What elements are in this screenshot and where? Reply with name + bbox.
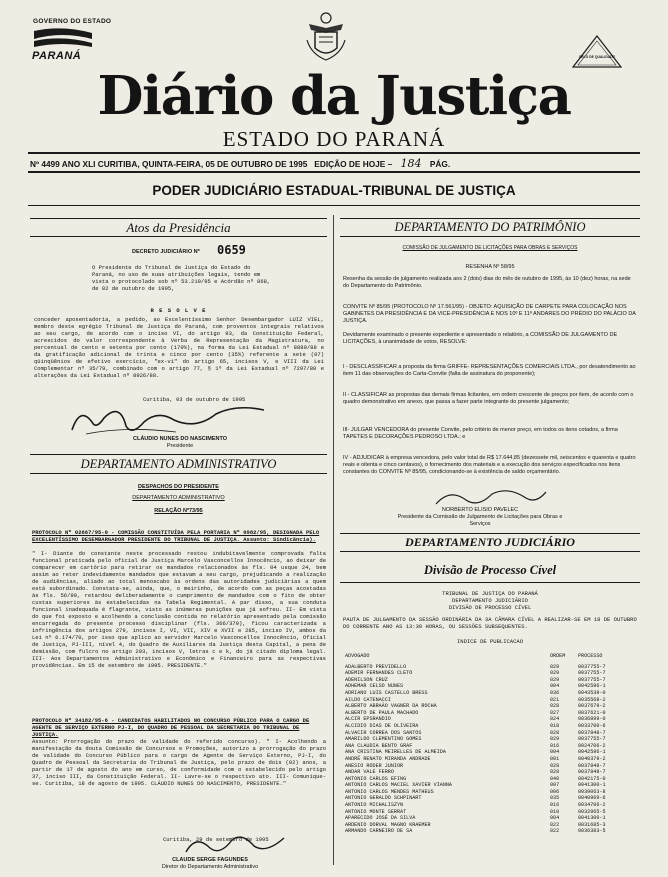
cell-ordem: 016 bbox=[550, 802, 560, 809]
cell-processo: 0042596-1 bbox=[578, 749, 606, 756]
cell-ordem: 028 bbox=[550, 769, 560, 776]
org-line-1: TRIBUNAL DE JUSTIÇA DO PARANÁ bbox=[442, 590, 538, 597]
cell-advogado: APARECIDO JOSÉ DA SILVA bbox=[345, 815, 416, 822]
banner-rule bbox=[28, 205, 640, 206]
cell-processo: 0042596-1 bbox=[578, 683, 606, 690]
cell-advogado: ALVACIR CORREA DOS SANTOS bbox=[345, 729, 422, 736]
column-divider bbox=[333, 215, 334, 865]
pauta-text: PAUTA DE JULGAMENTO DA SESSÃO ORDINÁRIA DA 3A CÂMARA CÍVEL A REALIZAR-SE EM 18 DE OUTUBRO DO CORRENTE ANO AS 13:30 HORAS, OU SESSÕES SUBSEQUENTES. bbox=[343, 616, 637, 630]
cell-processo: 0034706-2 bbox=[578, 802, 606, 809]
cell-ordem: 029 bbox=[550, 663, 560, 670]
issue-date: CURITIBA, QUINTA-FEIRA, 05 DE OUTUBRO DE 1995 bbox=[97, 159, 308, 169]
quality-seal-icon bbox=[572, 35, 622, 68]
patrimonio-p7: IV - ADJUDICAR à empresa vencedora, pelo valor total de R$ 17.644,85 (dezessete mil, seiscentos e quarenta e quatro reais e oitenta e cinco centavos), o fornecimento dos materiais e a execução dos serviços especificados nos itens constantes do CONVITE Nº 85/95, condicionando-se à existência de saldo orçamentário. bbox=[343, 455, 636, 475]
issue-year: ANO XLI bbox=[61, 159, 96, 169]
page-count-handwritten: 184 bbox=[400, 157, 422, 170]
signature-presidente bbox=[66, 396, 276, 440]
cell-processo: 0037755-7 bbox=[578, 676, 606, 683]
edition-label: EDIÇÃO DE HOJE – bbox=[314, 159, 393, 169]
coat-of-arms-icon bbox=[305, 10, 347, 62]
cell-advogado: ANA CRISTINA MEIRELLES DE ALMEIDA bbox=[345, 749, 446, 756]
patrimonio-p2: CONVITE Nº 85/95 (PROTOCOLO Nº 17.561/95) - OBJETO: AQUISIÇÃO DE CARPETE PARA COLOCAÇÃO NOS GABINETES DA PRESIDÊNCIA E DA VICE-PRESIDÊNCIA E NOS 10º E 11º ANDARES DO PRÉDIO DO PALÁCIO DA JUSTIÇA. bbox=[343, 304, 636, 324]
decree-place-date: Curitiba, 03 de outubro de 1995 bbox=[143, 396, 246, 403]
cell-advogado: ANTONIO MICHALISZYN bbox=[345, 802, 404, 809]
table-row bbox=[345, 710, 637, 717]
cell-processo: 0037679-2 bbox=[578, 703, 606, 710]
admin-place-date: Curitiba, 29 de setembro de 1995 bbox=[163, 836, 269, 843]
table-row bbox=[345, 815, 637, 822]
cell-ordem: 004 bbox=[550, 749, 560, 756]
table-row bbox=[345, 789, 637, 796]
judiciario-heading: DEPARTAMENTO JUDICIÁRIO bbox=[340, 533, 640, 552]
cell-processo: 0040379-2 bbox=[578, 755, 606, 762]
cell-advogado: AMARILDO CLEMENTINO GOMES bbox=[345, 736, 422, 743]
cell-advogado: ANTONIO CARLOS MACIEL XAVIER VIANNA bbox=[345, 782, 452, 789]
table-row bbox=[345, 670, 637, 677]
admin-relacao: RELAÇÃO Nº73/95 bbox=[154, 508, 203, 514]
col-ordem-header: ORDEM bbox=[550, 653, 566, 659]
header-rule-top bbox=[28, 152, 640, 154]
masthead-title: Diário da Justiça bbox=[97, 65, 571, 127]
table-row bbox=[345, 828, 637, 835]
table-row bbox=[345, 677, 637, 684]
cell-advogado: ANTONIO CARLOS EFING bbox=[345, 775, 407, 782]
issue-number: Nº 4499 bbox=[30, 159, 60, 169]
cell-ordem: 022 bbox=[550, 828, 560, 835]
table-row bbox=[345, 730, 637, 737]
cell-advogado: ANTONIO CARLOS MENDES MATHEUS bbox=[345, 788, 434, 795]
decree-number: 0659 bbox=[217, 243, 246, 257]
cell-advogado: ANA CLAUDIA BENTO GRAF bbox=[345, 742, 413, 749]
cell-advogado: ANDAR VALE FERRO bbox=[345, 769, 394, 776]
signature-diretor bbox=[180, 830, 290, 858]
cell-ordem: 036 bbox=[550, 689, 560, 696]
admin-signer: CLAUDE SERGE FAGUNDES bbox=[172, 857, 248, 863]
cell-processo: 0039063-8 bbox=[578, 788, 606, 795]
protocol-1-body: " I- Diante do constante neste processado restou indubitavelmente comprovada falta funcional praticada pelo oficial de Justiça Marcelo Vasconcellos Innocêncio, ao deixar de comparecer em cartório para retirar os mandados relacionados às fls. 04 usque 24, bem assim ao reter indevidamente mandados que estavam a seu cargo, prejudicando a realização de audiências, aliado ao total menoscabo às ordens das autoridades judiciárias a quem está subordinado. Constata-se, ainda, que, o meirinho, de acordo com as peças acostadas às fls. 56/99, retardou deliberadamente o cumprimento de mandados com o fito de obter custas superiores às estabelecidas na Tabela Regimental. A par disso, a sua conduta funcional inadequada é flagrante, visto as inúmeras punições que já sofreu. II- Em vista do que foi exposto e acolhendo a conclusão contida no relatório apresentado pela comissão encarregada do presente processo disciplinar (fls. 366/379), ficou caracterizada a infringência dos artigos 279, incisos I, VI, VII, XIV e XVII e 285, inciso IV, ambos da Lei nº 6.174/70, por isso que aplico ao servidor Marcelo Vasconcellos Innocêncio, Oficial de Justiça, PJ-III, nível 4, do Quadro de Auxiliares da Justiça desta Capital, a pena de demissão, com fulcro no artigo 293, incisos V, letras c e k, do já citado diploma legal. III- Aos Departamentos Administrativo e Econômico e Financeiro para as respectivas providências. Em 15 de setembro de 1995. PRESIDENTE." bbox=[32, 550, 326, 669]
protocol-2-title: PROTOCOLO Nº 34182/95-6 - CANDIDATOS HABILITADOS NO CONCURSO PÚBLICO PARA O CARGO DE AGENTE DE SERVIÇO EXTERNO PJ-I, DO QUADRO DE PESSOAL DA SECRETARIA DO TRIBUNAL DE JUSTIÇA. bbox=[32, 717, 310, 738]
cell-ordem: 029 bbox=[550, 736, 560, 743]
table-row bbox=[345, 716, 637, 723]
quality-seal-text: SELO DE QUALIDADE bbox=[579, 55, 615, 59]
table-row bbox=[345, 795, 637, 802]
admin-heading: DEPARTAMENTO ADMINISTRATIVO bbox=[30, 454, 327, 474]
cell-ordem: 006 bbox=[550, 788, 560, 795]
cell-ordem: 035 bbox=[550, 795, 560, 802]
cell-processo: 0043539-0 bbox=[578, 689, 606, 696]
admin-signer-role: Diretor do Departamento Administrativo bbox=[161, 864, 259, 870]
cell-ordem: 004 bbox=[550, 815, 560, 822]
admin-sub2: DEPARTAMENTO ADMINISTRATIVO bbox=[132, 495, 225, 501]
issue-line bbox=[30, 157, 642, 170]
table-row bbox=[345, 776, 637, 783]
table-row bbox=[345, 723, 637, 730]
cell-processo: 0032965-5 bbox=[578, 808, 606, 815]
patrimonio-resenha: RESENHA Nº 58/95 bbox=[465, 264, 515, 270]
cell-processo: 0042175-0 bbox=[578, 775, 606, 782]
signature-comissao bbox=[430, 486, 550, 508]
table-row bbox=[345, 683, 637, 690]
cell-processo: 0037848-7 bbox=[578, 769, 606, 776]
cell-ordem: 024 bbox=[550, 716, 560, 723]
cell-advogado: AILDO CATENACCI bbox=[345, 696, 391, 703]
header-rule-bottom bbox=[28, 171, 640, 173]
protocol-2-body: Assunto: Prorrogação do prazo de validade do referido concurso). " I- Acolhendo a manifestação da douta Comissão de Concursos e Promoções, autorizo a prorrogação do prazo de validade do Concurso Público para o cargo de Agente de Serviço Externo, PJ-I, do Quadro de Pessoal da Secretaria do Tribunal de Justiça, pelo prazo de dois (02) anos, a partir de 17 de agosto do ano em curso, de conformidade com o estabelecido pelo artigo 37, inciso III, da Constituição Federal. II- Lavre-se o respectivo ato. III- Comunique-se. Curitiba, 18 de agosto de 1995. CLÁUDIO NUNES DO NASCIMENTO, PRESIDENTE." bbox=[32, 738, 326, 787]
decree-label: DECRETO JUDICIÁRIO Nº bbox=[132, 249, 200, 255]
cell-advogado: ALCIR EPSRANDIO bbox=[345, 716, 391, 723]
index-title: INDICE DE PUBLICACAO bbox=[456, 638, 523, 645]
table-row bbox=[345, 664, 637, 671]
patrimonio-p1: Resenha da sessão de julgamento realizada aos 2 (dois) dias do mês de outubro de 1995, às 10 (dez) horas, na sede do Departamento do Patrimônio. bbox=[343, 276, 631, 289]
cell-processo: 0041300-1 bbox=[578, 782, 606, 789]
patrimonio-sub: COMISSÃO DE JULGAMENTO DE LICITAÇÕES PARA OBRAS E SERVIÇOS bbox=[402, 245, 578, 251]
advogados-header-row bbox=[345, 653, 637, 660]
pages-label: PÁG. bbox=[429, 159, 451, 169]
table-row bbox=[345, 782, 637, 789]
cell-ordem: 028 bbox=[550, 762, 560, 769]
cell-processo: 0033700-6 bbox=[578, 722, 606, 729]
cell-advogado: ALBERTO DE PAULA MACHADO bbox=[345, 709, 419, 716]
cell-advogado: ANTONIO GERALDO SCHPINART bbox=[345, 795, 422, 802]
cell-processo: 0036383-5 bbox=[578, 828, 606, 835]
cell-advogado: ARDENIO DORVAL MAGNO KRAEMER bbox=[345, 821, 431, 828]
patrimonio-p4: I - DESCLASSIFICAR a proposta da firma GRIFFE- REPRESENTAÇÕES COMERCIAIS LTDA., por desatendimento ao item 11 das observações do Carta-Convite (falta de assinatura do proponente); bbox=[343, 364, 636, 377]
advogados-table-body bbox=[345, 664, 637, 835]
masthead-subtitle: ESTADO DO PARANÁ bbox=[222, 127, 446, 151]
cell-processo: 0037848-7 bbox=[578, 762, 606, 769]
cell-ordem: 007 bbox=[550, 782, 560, 789]
cell-ordem: 029 bbox=[550, 670, 560, 677]
cell-ordem: 027 bbox=[550, 709, 560, 716]
cell-processo: 0037755-7 bbox=[578, 670, 606, 677]
table-row bbox=[345, 690, 637, 697]
org-line-3: DIVISÃO DE PROCESSO CÍVEL bbox=[448, 604, 532, 611]
protocol-1-title: PROTOCOLO Nº 02667/95-0 - COMISSÃO CONSTITUÍDA PELA PORTARIA Nº 0982/95, DESIGNADA PELO EXCELENTÍSSIMO DESEMBARGADOR PRESIDENTE DO TRIBUNAL DE JUSTIÇA. Assunto: Sindicância). bbox=[32, 529, 320, 543]
cell-advogado: ADENILSON CRUZ bbox=[345, 676, 388, 683]
patrimonio-p6: III- JULGAR VENCEDORA do presente Convite, pelo critério de menor preço, em todos os itens cotados, a firma TAPETES E DECORAÇÕES PEDROSO LTDA.; e bbox=[343, 427, 618, 440]
cell-advogado: ANTONIO MONTE SERRAT bbox=[345, 808, 407, 815]
atos-heading: Atos da Presidência bbox=[30, 218, 327, 237]
cell-ordem: 040 bbox=[550, 775, 560, 782]
cell-ordem: 004 bbox=[550, 683, 560, 690]
division-rule bbox=[340, 582, 640, 583]
table-row bbox=[345, 749, 637, 756]
table-row bbox=[345, 763, 637, 770]
cell-advogado: ANDRÉ RENATO MIRANDA ANDRADE bbox=[345, 755, 431, 762]
cell-advogado: ADHEMAR CELSO NUNES bbox=[345, 683, 404, 690]
section-banner: PODER JUDICIÁRIO ESTADUAL-TRIBUNAL DE JUSTIÇA bbox=[152, 183, 516, 198]
cell-advogado: ALBERTO ABRAÃO VAGNER DA ROCHA bbox=[345, 703, 437, 710]
cell-ordem: 021 bbox=[550, 696, 560, 703]
cell-ordem: 018 bbox=[550, 722, 560, 729]
cell-advogado: ALCIDIO DIAS DE OLIVEIRA bbox=[345, 722, 419, 729]
cell-processo: 0035568-2 bbox=[578, 696, 606, 703]
table-row bbox=[345, 769, 637, 776]
patrimonio-p5: II - CLASSIFICAR as propostas das demais firmas licitantes, em ordem crescente de preços por item, de acordo com o quadro demonstrativo em anexo, que passa a fazer parte integrante do presente julgamento; bbox=[343, 392, 634, 405]
cell-ordem: 010 bbox=[550, 808, 560, 815]
patrimonio-signer: NORBERTO ELISIO PAVELEC bbox=[441, 507, 519, 513]
decree-signer: CLÁUDIO NUNES DO NASCIMENTO bbox=[132, 436, 227, 442]
division-heading: Divisão de Processo Cível bbox=[423, 563, 557, 577]
cell-advogado: ADEMIR FERNANDES CLETO bbox=[345, 670, 413, 677]
cell-advogado: ADALBERTO PREVIDELLO bbox=[345, 663, 407, 670]
cell-processo: 0037848-7 bbox=[578, 729, 606, 736]
cell-processo: 0037755-7 bbox=[578, 663, 606, 670]
table-row bbox=[345, 822, 637, 829]
cell-advogado: ARMANDO CARNEIRO DE SA bbox=[345, 828, 413, 835]
admin-sub1: DESPACHOS DO PRESIDENTE bbox=[138, 484, 219, 490]
cell-processo: 0037755-7 bbox=[578, 736, 606, 743]
cell-ordem: 028 bbox=[550, 703, 560, 710]
cell-processo: 0024706-2 bbox=[578, 742, 606, 749]
patrimonio-heading: DEPARTAMENTO DO PATRIMÔNIO bbox=[340, 218, 640, 237]
table-row bbox=[345, 703, 637, 710]
cell-ordem: 001 bbox=[550, 755, 560, 762]
cell-advogado: ANESIO RODER JUNIOR bbox=[345, 762, 404, 769]
cell-processo: 0031685-3 bbox=[578, 821, 606, 828]
col-advogado-header: ADVOGADO bbox=[345, 653, 370, 659]
decree-resolve: R E S O L V E bbox=[150, 307, 207, 314]
org-line-2: DEPARTAMENTO JUDICIÁRIO bbox=[452, 597, 528, 604]
cell-advogado: ADRIANO LUIS CASTELLO BRESS bbox=[345, 689, 428, 696]
cell-ordem: 022 bbox=[550, 821, 560, 828]
cell-processo: 0037621-0 bbox=[578, 709, 606, 716]
table-row bbox=[345, 736, 637, 743]
table-row bbox=[345, 756, 637, 763]
cell-ordem: 029 bbox=[550, 676, 560, 683]
decree-intro: O Presidente do Tribunal de Justiça do Estado do Paraná, no uso de suas atribuições legais, tendo em vista o protocolado sob nº 53.219/95 e Acórdão nº 868, de 02 de outubro de 1995, bbox=[92, 264, 271, 292]
patrimonio-signer-role: Presidente da Comissão de Julgamento de Licitações para Obras e Serviços bbox=[397, 514, 563, 527]
cell-ordem: 016 bbox=[550, 742, 560, 749]
decree-signer-role: Presidente bbox=[166, 443, 194, 449]
decree-body: conceder aposentadoria, a pedido, ao Excelentíssimo Senhor Desembargador LUIZ VIEL, membro deste egrégio Tribunal de Justiça do Paraná, com proventos integrais relativos ao seu cargo, de acordo com o inciso VI, do artigo 93, da Constituição Federal, acrescidos do valor correspondente à Verba de Representação da Magistratura, no percentual de cento e setenta por cento (170%), na forma da Lei Estadual nº 8889/88 e da gratificação adicional de trinta e cinco por cento (35%) referente a sete (07) qüinqüênios de efetivo exercício, "ex-vi" do artigo 65, incisos V, e VIII da Lei Complementar nº 35/79, combinado com o artigo 77, § 1º da Lei Estadual nº 7297/80 e alterações da Lei Estadual nº 8926/88. bbox=[34, 316, 324, 379]
advogados-table bbox=[345, 653, 637, 835]
state-logo-text: PARANÁ bbox=[32, 50, 82, 62]
col-processo-header: PROCESSO bbox=[578, 653, 603, 659]
cell-processo: 0040969-6 bbox=[578, 795, 606, 802]
table-row bbox=[345, 743, 637, 750]
government-label: GOVERNO DO ESTADO bbox=[33, 18, 112, 25]
cell-processo: 0041300-1 bbox=[578, 815, 606, 822]
table-row bbox=[345, 802, 637, 809]
cell-ordem: 028 bbox=[550, 729, 560, 736]
patrimonio-p3: Devidamente examinado o presente expediente e apresentado o relatório, a COMISSÃO DE JULGAMENTO DE LICITAÇÕES, à unanimidade de votos, RESOLVE: bbox=[343, 332, 618, 345]
cell-processo: 0036899-0 bbox=[578, 716, 606, 723]
